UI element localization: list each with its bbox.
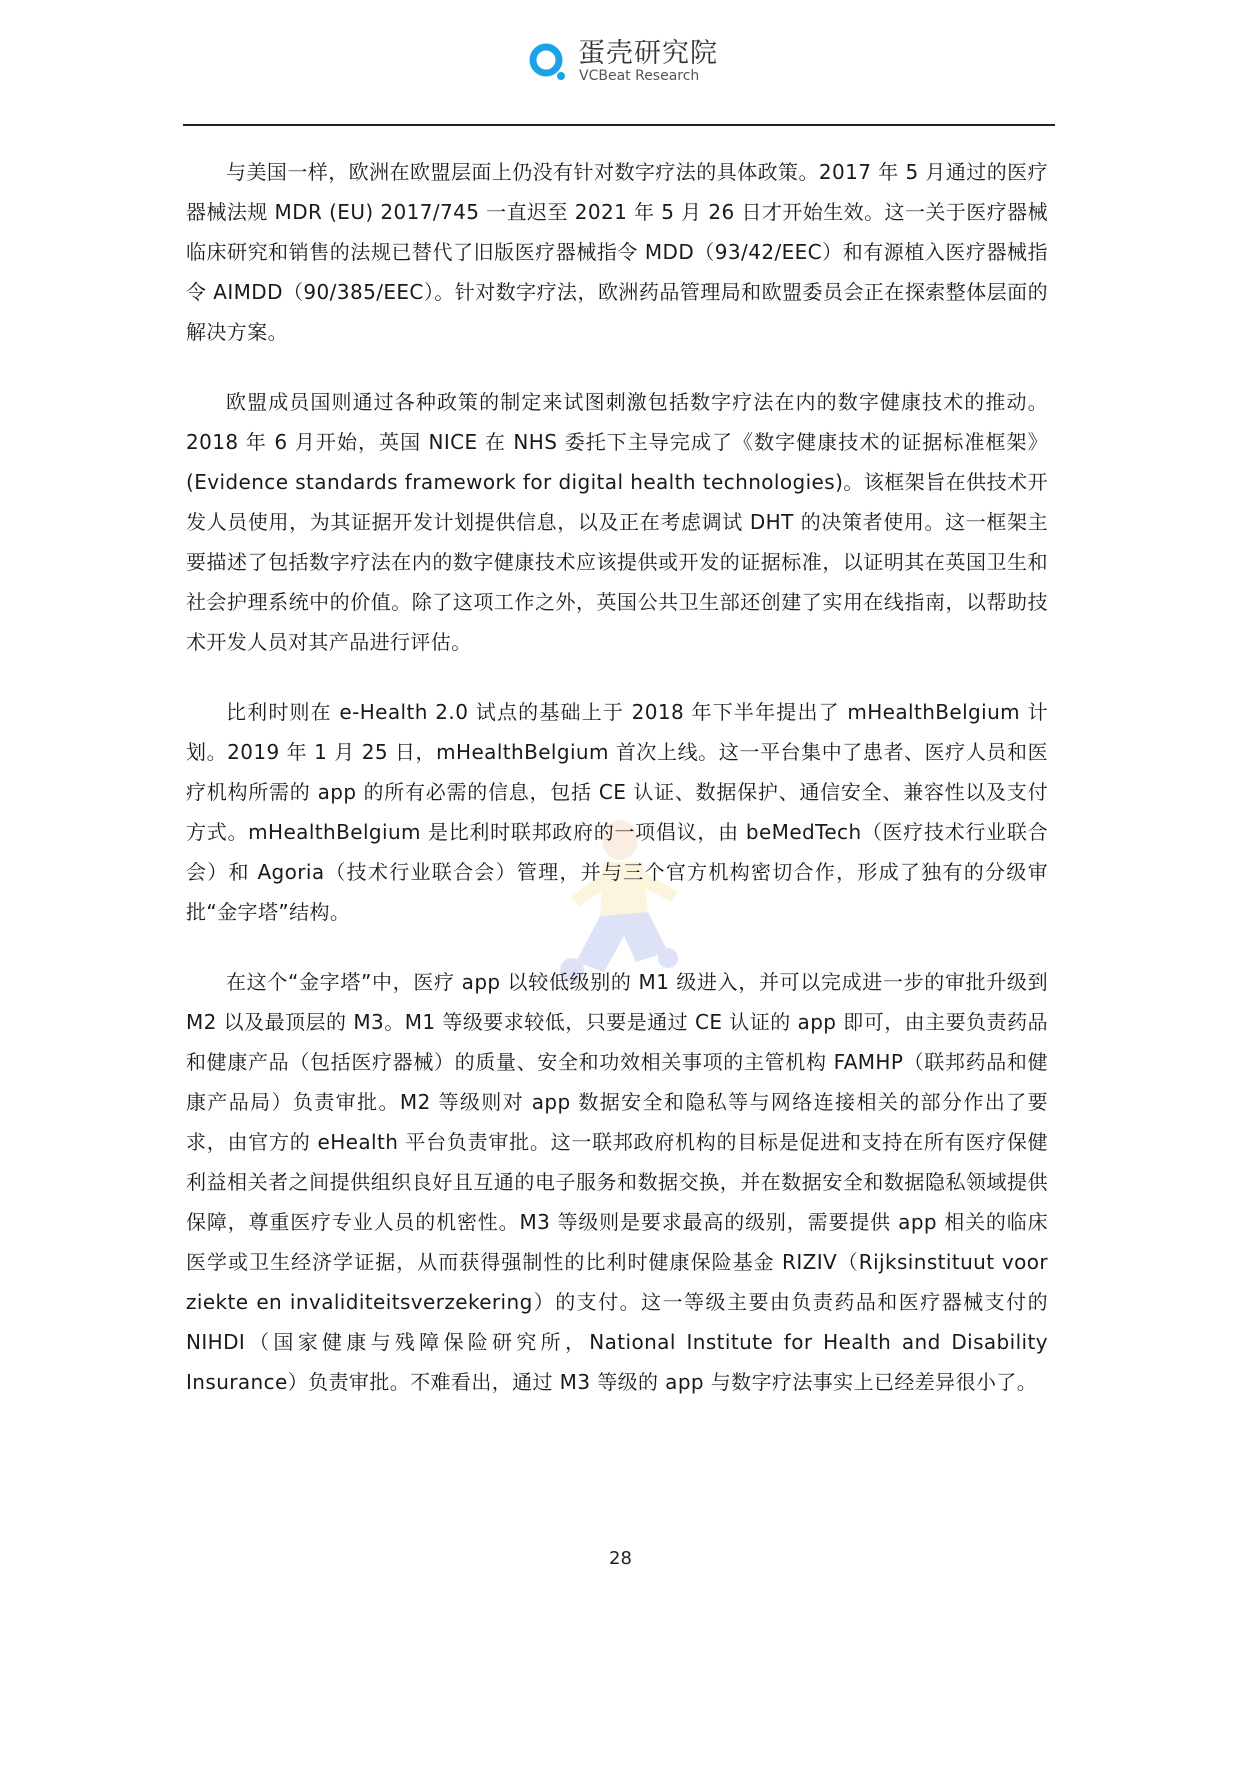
paragraph-mhealthbelgium: 比利时则在 e-Health 2.0 试点的基础上于 2018 年下半年提出了 mHealthBelgium 计划。2019 年 1 月 25 日，mHealthBelgium 首次上线。这一平台集中了患者、医疗人员和医疗机构所需的 app 的所有必需的信息，包括 CE 认证、数据保护、通信安全、兼容性以及支付方式。mHealthBelgium 是比利时联邦政府的一项倡议，由 beMedTech（医疗技术行业联合会）和 Agoria（技术行业联合会）管理，并与三个官方机构密切合作，形成了独有的分级审批“金字塔”结构。 [186, 700, 1048, 924]
page-header [0, 0, 1241, 126]
paragraph-uk-nice-framework: 欧盟成员国则通过各种政策的制定来试图刺激包括数字疗法在内的数字健康技术的推动。2018 年 6 月开始，英国 NICE 在 NHS 委托下主导完成了《数字健康技术的证据标准框架》(Evidence standards framework for digital health technologies)。该框架旨在供技术开发人员使用，为其证据开发计划提供信息，以及正在考虑调试 DHT 的决策者使用。这一框架主要描述了包括数字疗法在内的数字健康技术应该提供或开发的证据标准，以证明其在英国卫生和社会护理系统中的价值。除了这项工作之外，英国公共卫生部还创建了实用在线指南，以帮助技术开发人员对其产品进行评估。 [186, 390, 1048, 654]
document-body [186, 152, 1048, 1432]
brand-name-cn: 蛋壳研究院 [578, 38, 718, 69]
brand-logo-icon [528, 42, 568, 82]
brand-logo [528, 38, 718, 88]
paragraph-eu-policy: 与美国一样，欧洲在欧盟层面上仍没有针对数字疗法的具体政策。2017 年 5 月通过的医疗器械法规 MDR (EU) 2017/745 一直迟至 2021 年 5 月 26 日才开始生效。这一关于医疗器械临床研究和销售的法规已替代了旧版医疗器械指令 MDD（93/42/EEC）和有源植入医疗器械指令 AIMDD（90/385/EEC）。针对数字疗法，欧洲药品管理局和欧盟委员会正在探索整体层面的解决方案。 [186, 160, 1048, 344]
header-divider [183, 124, 1055, 126]
brand-name-en: VCBeat Research [579, 68, 700, 84]
paragraph-pyramid-levels: 在这个“金字塔”中，医疗 app 以较低级别的 M1 级进入，并可以完成进一步的审批升级到 M2 以及最顶层的 M3。M1 等级要求较低，只要是通过 CE 认证的 app 即可，由主要负责药品和健康产品（包括医疗器械）的质量、安全和功效相关事项的主管机构 FAMHP（联邦药品和健康产品局）负责审批。M2 等级则对 app 数据安全和隐私等与网络连接相关的部分作出了要求，由官方的 eHealth 平台负责审批。这一联邦政府机构的目标是促进和支持在所有医疗保健利益相关者之间提供组织良好且互通的电子服务和数据交换，并在数据安全和数据隐私领域提供保障，尊重医疗专业人员的机密性。M3 等级则是要求最高的级别，需要提供 app 相关的临床医学或卫生经济学证据，从而获得强制性的比利时健康保险基金 RIZIV（Rijksinstituut voor ziekte en invaliditeitsverzekering）的支付。这一等级主要由负责药品和医疗器械支付的 NIHDI（国家健康与残障保险研究所，National Institute for Health and Disability Insurance）负责审批。不难看出，通过 M3 等级的 app 与数字疗法事实上已经差异很小了。 [186, 970, 1048, 1394]
page-number: 28 [609, 1548, 632, 1569]
